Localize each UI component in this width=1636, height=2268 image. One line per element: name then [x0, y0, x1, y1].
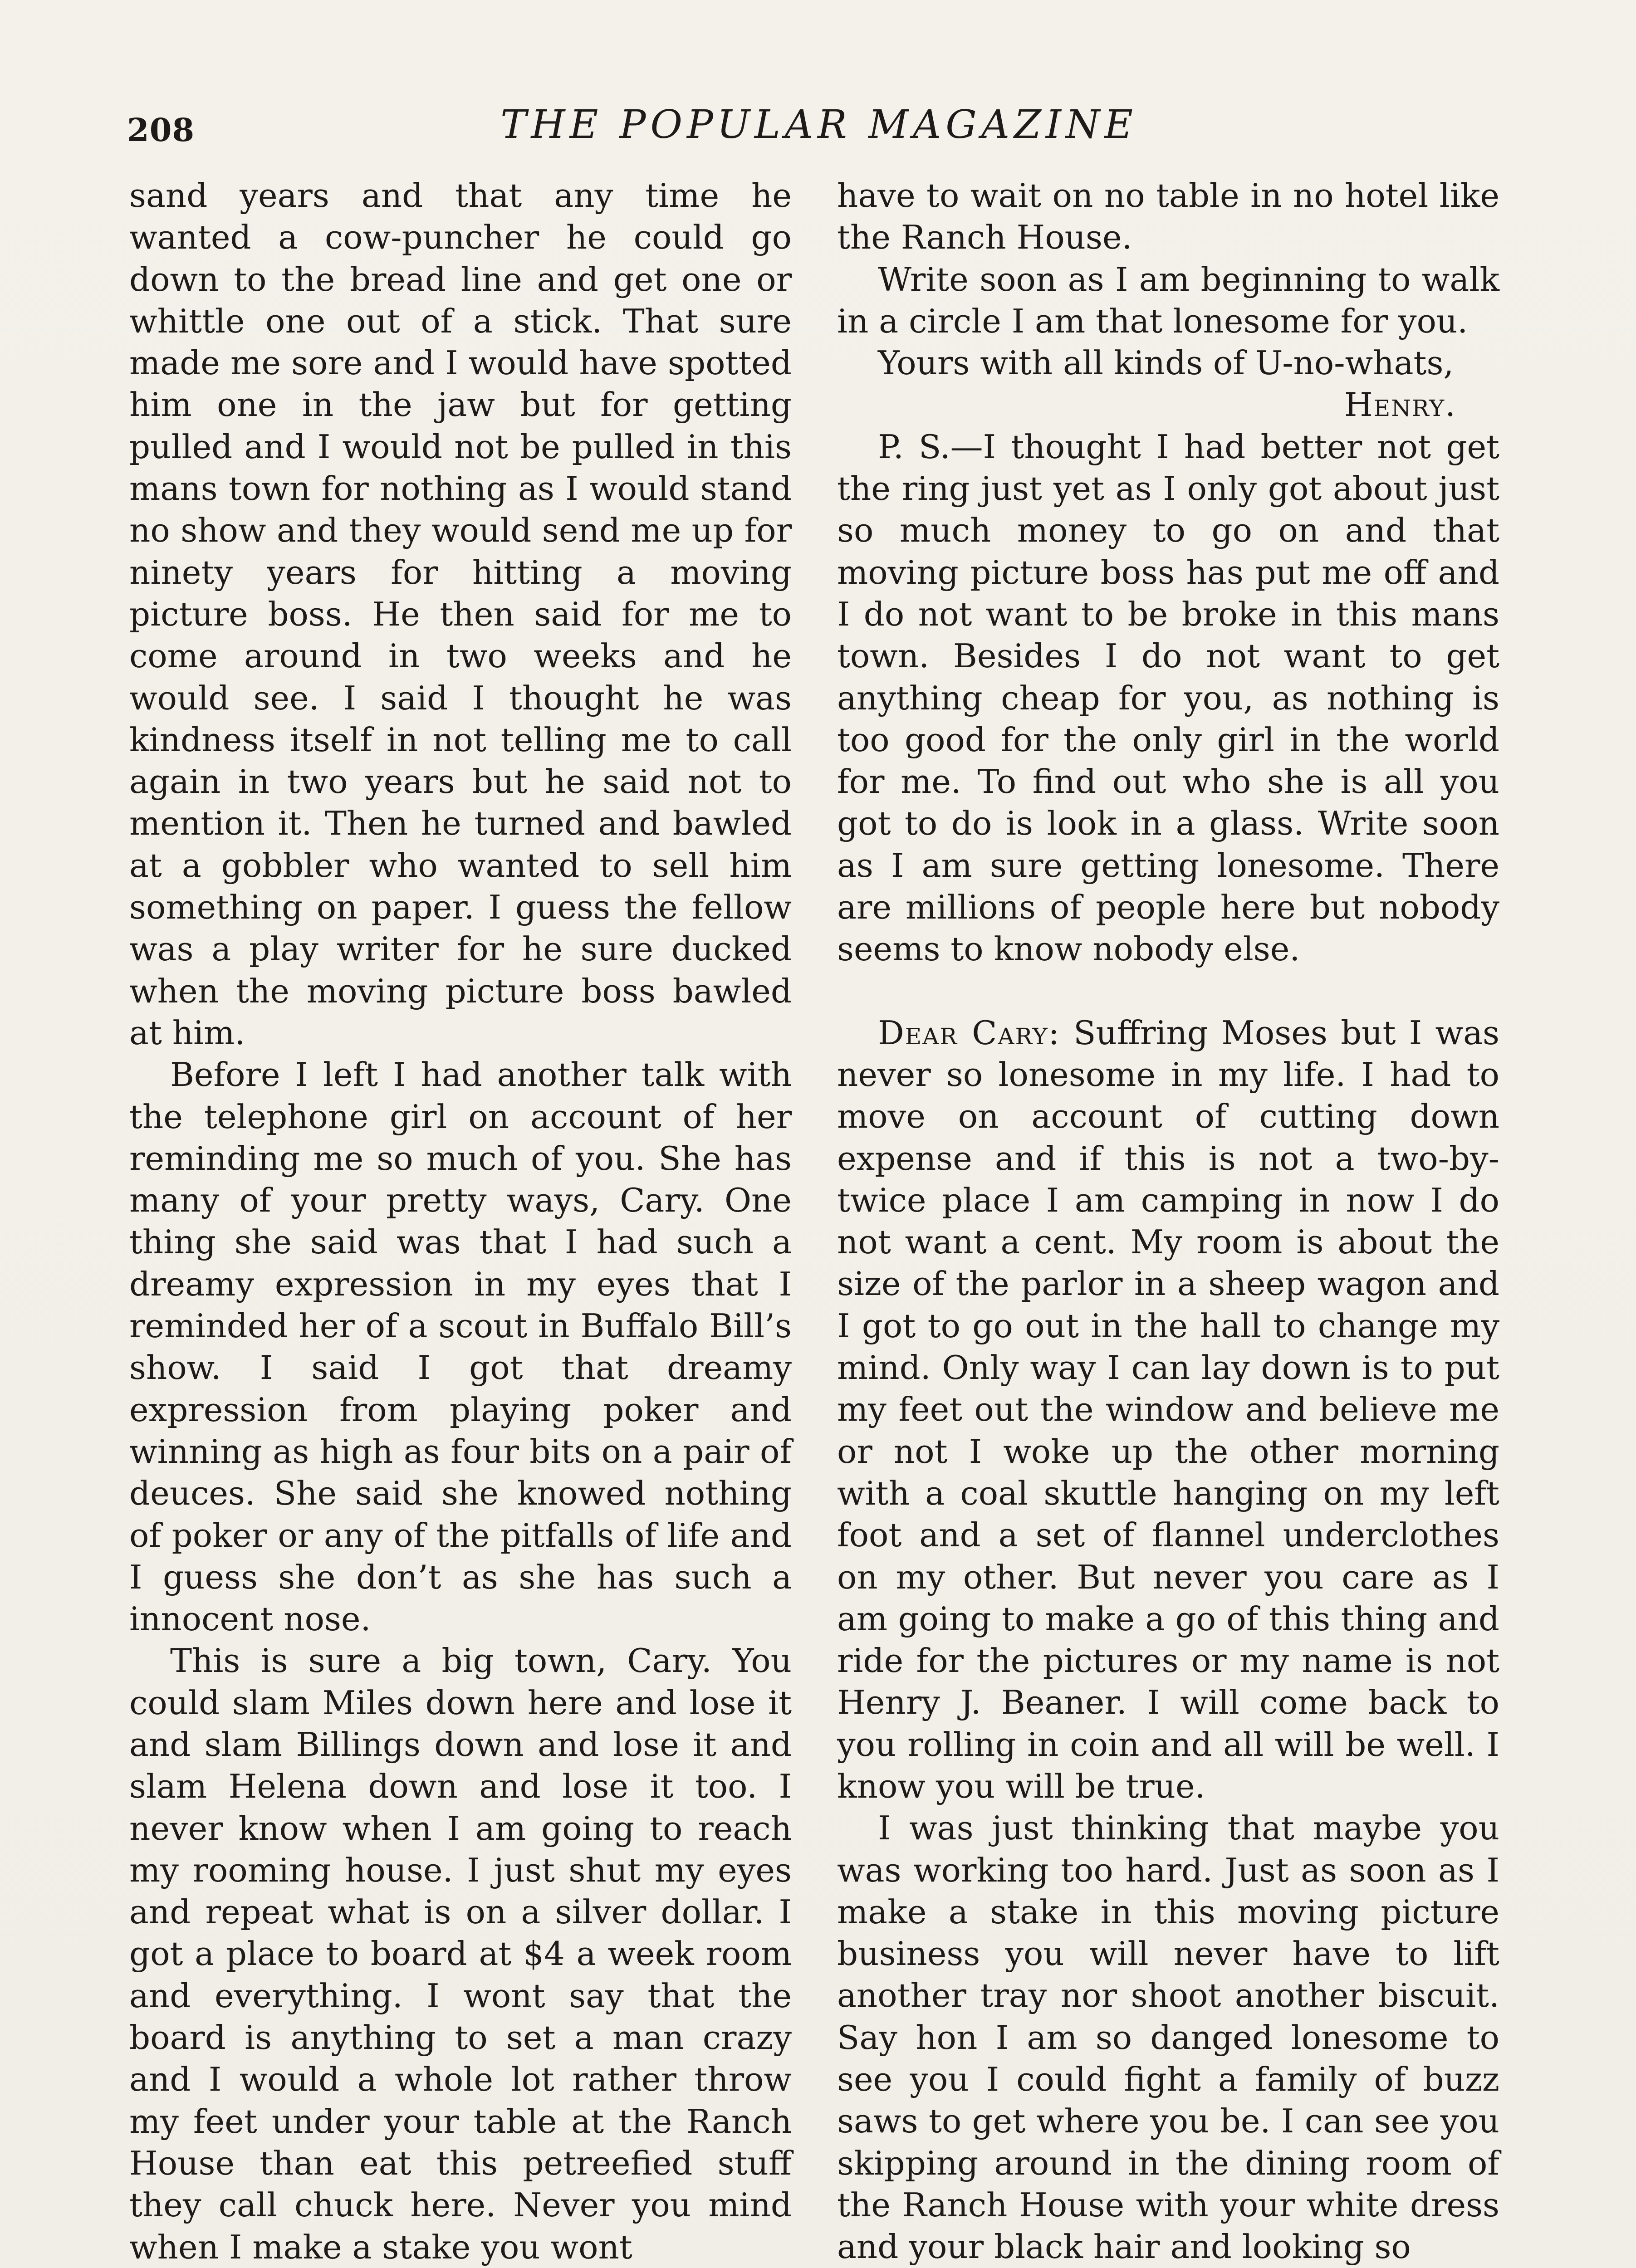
page-number: 208 [127, 111, 195, 149]
page-header [127, 93, 1511, 156]
salutation: Dear Cary: [878, 1013, 1060, 1052]
paragraph: have to wait on no table in no hotel like the Ranch House. [837, 176, 1499, 257]
letter-closing: Yours with all kinds of U-no-whats, [878, 344, 1454, 382]
right-column [837, 175, 1499, 2268]
paragraph: This is sure a big town, Cary. You could slam Miles down here and lose it and slam Billings down and lose it and slam Helena down and lose it too. I never know when I am going to reach my rooming house. I just shut my eyes and repeat what is on a silver dollar. I got a place to board at $4 a week room and everything. I wont say that the board is anything to set a man crazy and I would a whole lot rather throw my feet under your table at the Ranch House than eat this petreefied stuff they call chuck here. Never you mind when I make a stake you wont [129, 1642, 792, 2266]
left-column [129, 175, 792, 2268]
letter-signature: Henry. [1344, 386, 1456, 424]
paragraph: Before I left I had another talk with the telephone girl on account of her reminding me so much of you. She has many of your pretty ways, Cary. One thing she said was that I had such a dreamy expression in my eyes that I reminded her of a scout in Buffalo Bill’s show. I said I got that dreamy expression from playing poker and winning as high as four bits on a pair of deuces. She said she knowed nothing of poker or any of the pitfalls of life and I guess she don’t as she has such a innocent nose. [129, 1056, 792, 1638]
paragraph-text: Suffring Moses but I was never so lonesome in my life. I had to move on account of cutting down expense and if this is not a two-by-twice place I am camping in now I do not want a cent. My room is about the size of the parlor in a sheep wagon and I got to go out in the hall to change my mind. Only way I can lay down is to put my feet out the window and believe me or not I woke up the other morning with a coal skuttle hanging on my left foot and a set of flannel underclothes on my other. But never you care as I am going to make a go of this thing and ride for the pictures or my name is not Henry J. Beaner. I will come back to you rolling in coin and all will be well. I know you will be true. [837, 1013, 1499, 1805]
paragraph: Write soon as I am beginning to walk in a circle I am that lonesome for you. [837, 260, 1499, 340]
paragraph: I was just thinking that maybe you was working too hard. Just as soon as I make a stake in this moving picture business you will never have to lift another tray nor shoot another biscuit. Say hon I am so danged lonesome to see you I could fight a family of buzz saws to get where you be. I can see you skipping around in the dining room of the Ranch House with your white dress and your black hair and looking so [837, 1809, 1499, 2266]
paragraph: sand years and that any time he wanted a cow-puncher he could go down to the bread line and get one or whittle one out of a stick. That sure made me sore and I would have spotted him one in the jaw but for getting pulled and I would not be pulled in this mans town for nothing as I would stand no show and they would send me up for ninety years for hitting a moving picture boss. He then said for me to come around in two weeks and he would see. I said I thought he was kindness itself in not telling me to call again in two years but he said not to mention it. Then he turned and bawled at a gobbler who wanted to sell him something on paper. I guess the fellow was a play writer for he sure ducked when the moving picture boss bawled at him. [129, 176, 792, 1052]
postscript: P. S.—I thought I had better not get the ring just yet as I only got about just so much money to go on and that moving picture boss has put me off and I do not want to be broke in this mans town. Besides I do not want to get anything cheap for you, as nothing is too good for the only girl in the world for me. To find out who she is all you got to do is look in a glass. Write soon as I am sure getting lonesome. There are millions of people here but nobody seems to know nobody else. [837, 427, 1499, 968]
letter-opening [837, 1012, 1499, 1808]
running-title: THE POPULAR MAGAZINE [500, 102, 1137, 147]
